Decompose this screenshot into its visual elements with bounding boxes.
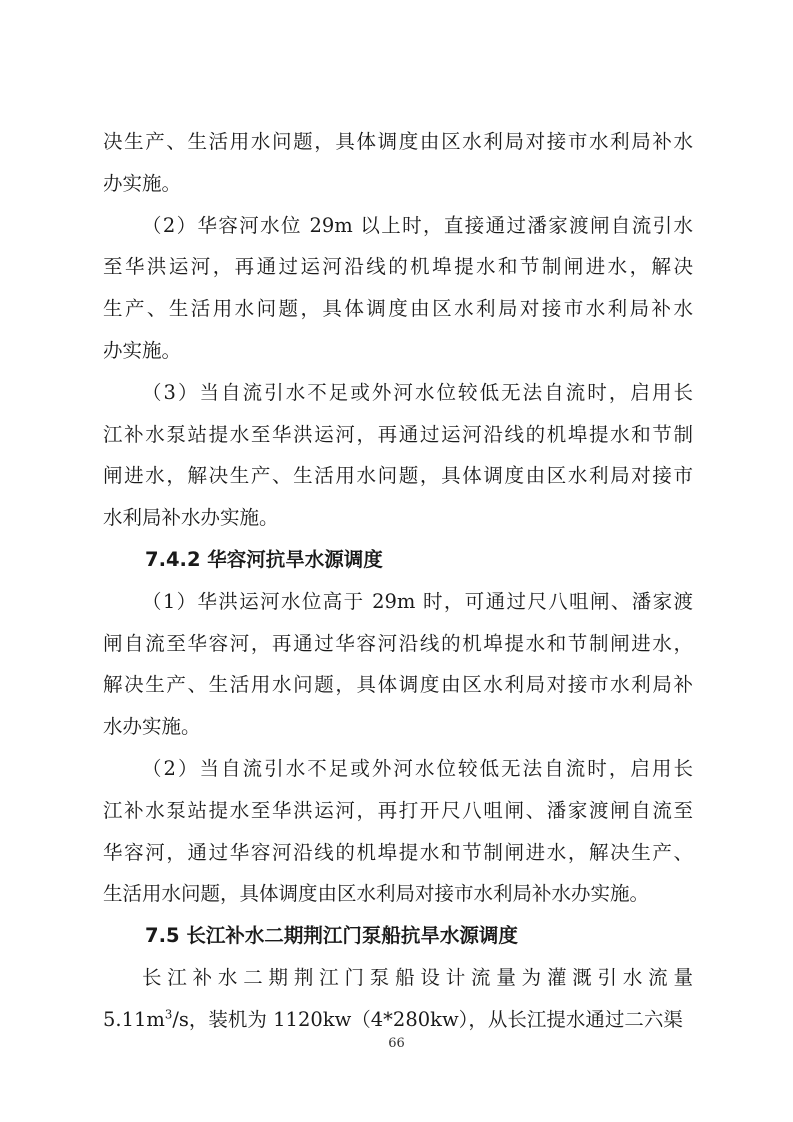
text-line-with-unit xyxy=(103,999,693,1041)
unit-superscript: 3 xyxy=(164,1007,173,1022)
flow-unit-rest: /s，装机为 1120kw（4*280kw），从长江提水通过二六渠 xyxy=(172,1007,683,1031)
text-line: 水利局补水办实施。 xyxy=(103,506,279,530)
text-line: 闸自流至华容河，再通过华容河沿线的机埠提水和节制闸进水， xyxy=(103,631,693,655)
text-line: 办实施。 xyxy=(103,338,182,362)
paragraph-742-item-2 xyxy=(103,748,693,915)
text-line: 长江补水二期荆江门泵船设计流量为灌溉引水流量 xyxy=(142,965,693,989)
paragraph-item-2 xyxy=(103,205,693,372)
section-heading-7-5: 7.5 长江补水二期荆江门泵船抗旱水源调度 xyxy=(145,924,518,948)
text-line: 至华洪运河，再通过运河沿线的机埠提水和节制闸进水，解决 xyxy=(103,255,693,279)
text-line: 华容河，通过华容河沿线的机埠提水和节制闸进水，解决生产、 xyxy=(103,840,693,864)
text-line: 生活用水问题，具体调度由区水利局对接市水利局补水办实施。 xyxy=(103,882,650,906)
body-text xyxy=(103,121,693,1041)
text-line: 决生产、生活用水问题，具体调度由区水利局对接市水利局补水 xyxy=(103,130,693,153)
text-line: （2）华容河水位 29m 以上时，直接通过潘家渡闸自流引水 xyxy=(142,213,693,237)
text-line: 办实施。 xyxy=(103,171,182,195)
flow-value: 5.11m xyxy=(103,1007,165,1031)
text-line: 江补水泵站提水至华洪运河，再打开尺八咀闸、潘家渡闸自流至 xyxy=(103,798,693,822)
paragraph-continuation xyxy=(103,121,693,205)
page-number: 66 xyxy=(388,1036,405,1051)
text-line: （2）当自流引水不足或外河水位较低无法自流时，启用长 xyxy=(142,756,693,780)
paragraph-75 xyxy=(103,957,693,1041)
text-line: 闸进水，解决生产、生活用水问题，具体调度由区水利局对接市 xyxy=(103,464,693,488)
text-line: （1）华洪运河水位高于 29m 时，可通过尺八咀闸、潘家渡 xyxy=(142,589,693,613)
text-line: 江补水泵站提水至华洪运河，再通过运河沿线的机埠提水和节制 xyxy=(103,422,693,446)
section-heading-7-4-2: 7.4.2 华容河抗旱水源调度 xyxy=(145,547,383,571)
text-line: 解决生产、生活用水问题，具体调度由区水利局对接市水利局补 xyxy=(103,673,693,697)
paragraph-item-3 xyxy=(103,372,693,539)
text-line: 水办实施。 xyxy=(103,715,201,739)
text-line: （3）当自流引水不足或外河水位较低无法自流时，启用长 xyxy=(142,380,693,404)
paragraph-742-item-1 xyxy=(103,581,693,748)
text-line: 生产、生活用水问题，具体调度由区水利局对接市水利局补水 xyxy=(103,297,693,321)
